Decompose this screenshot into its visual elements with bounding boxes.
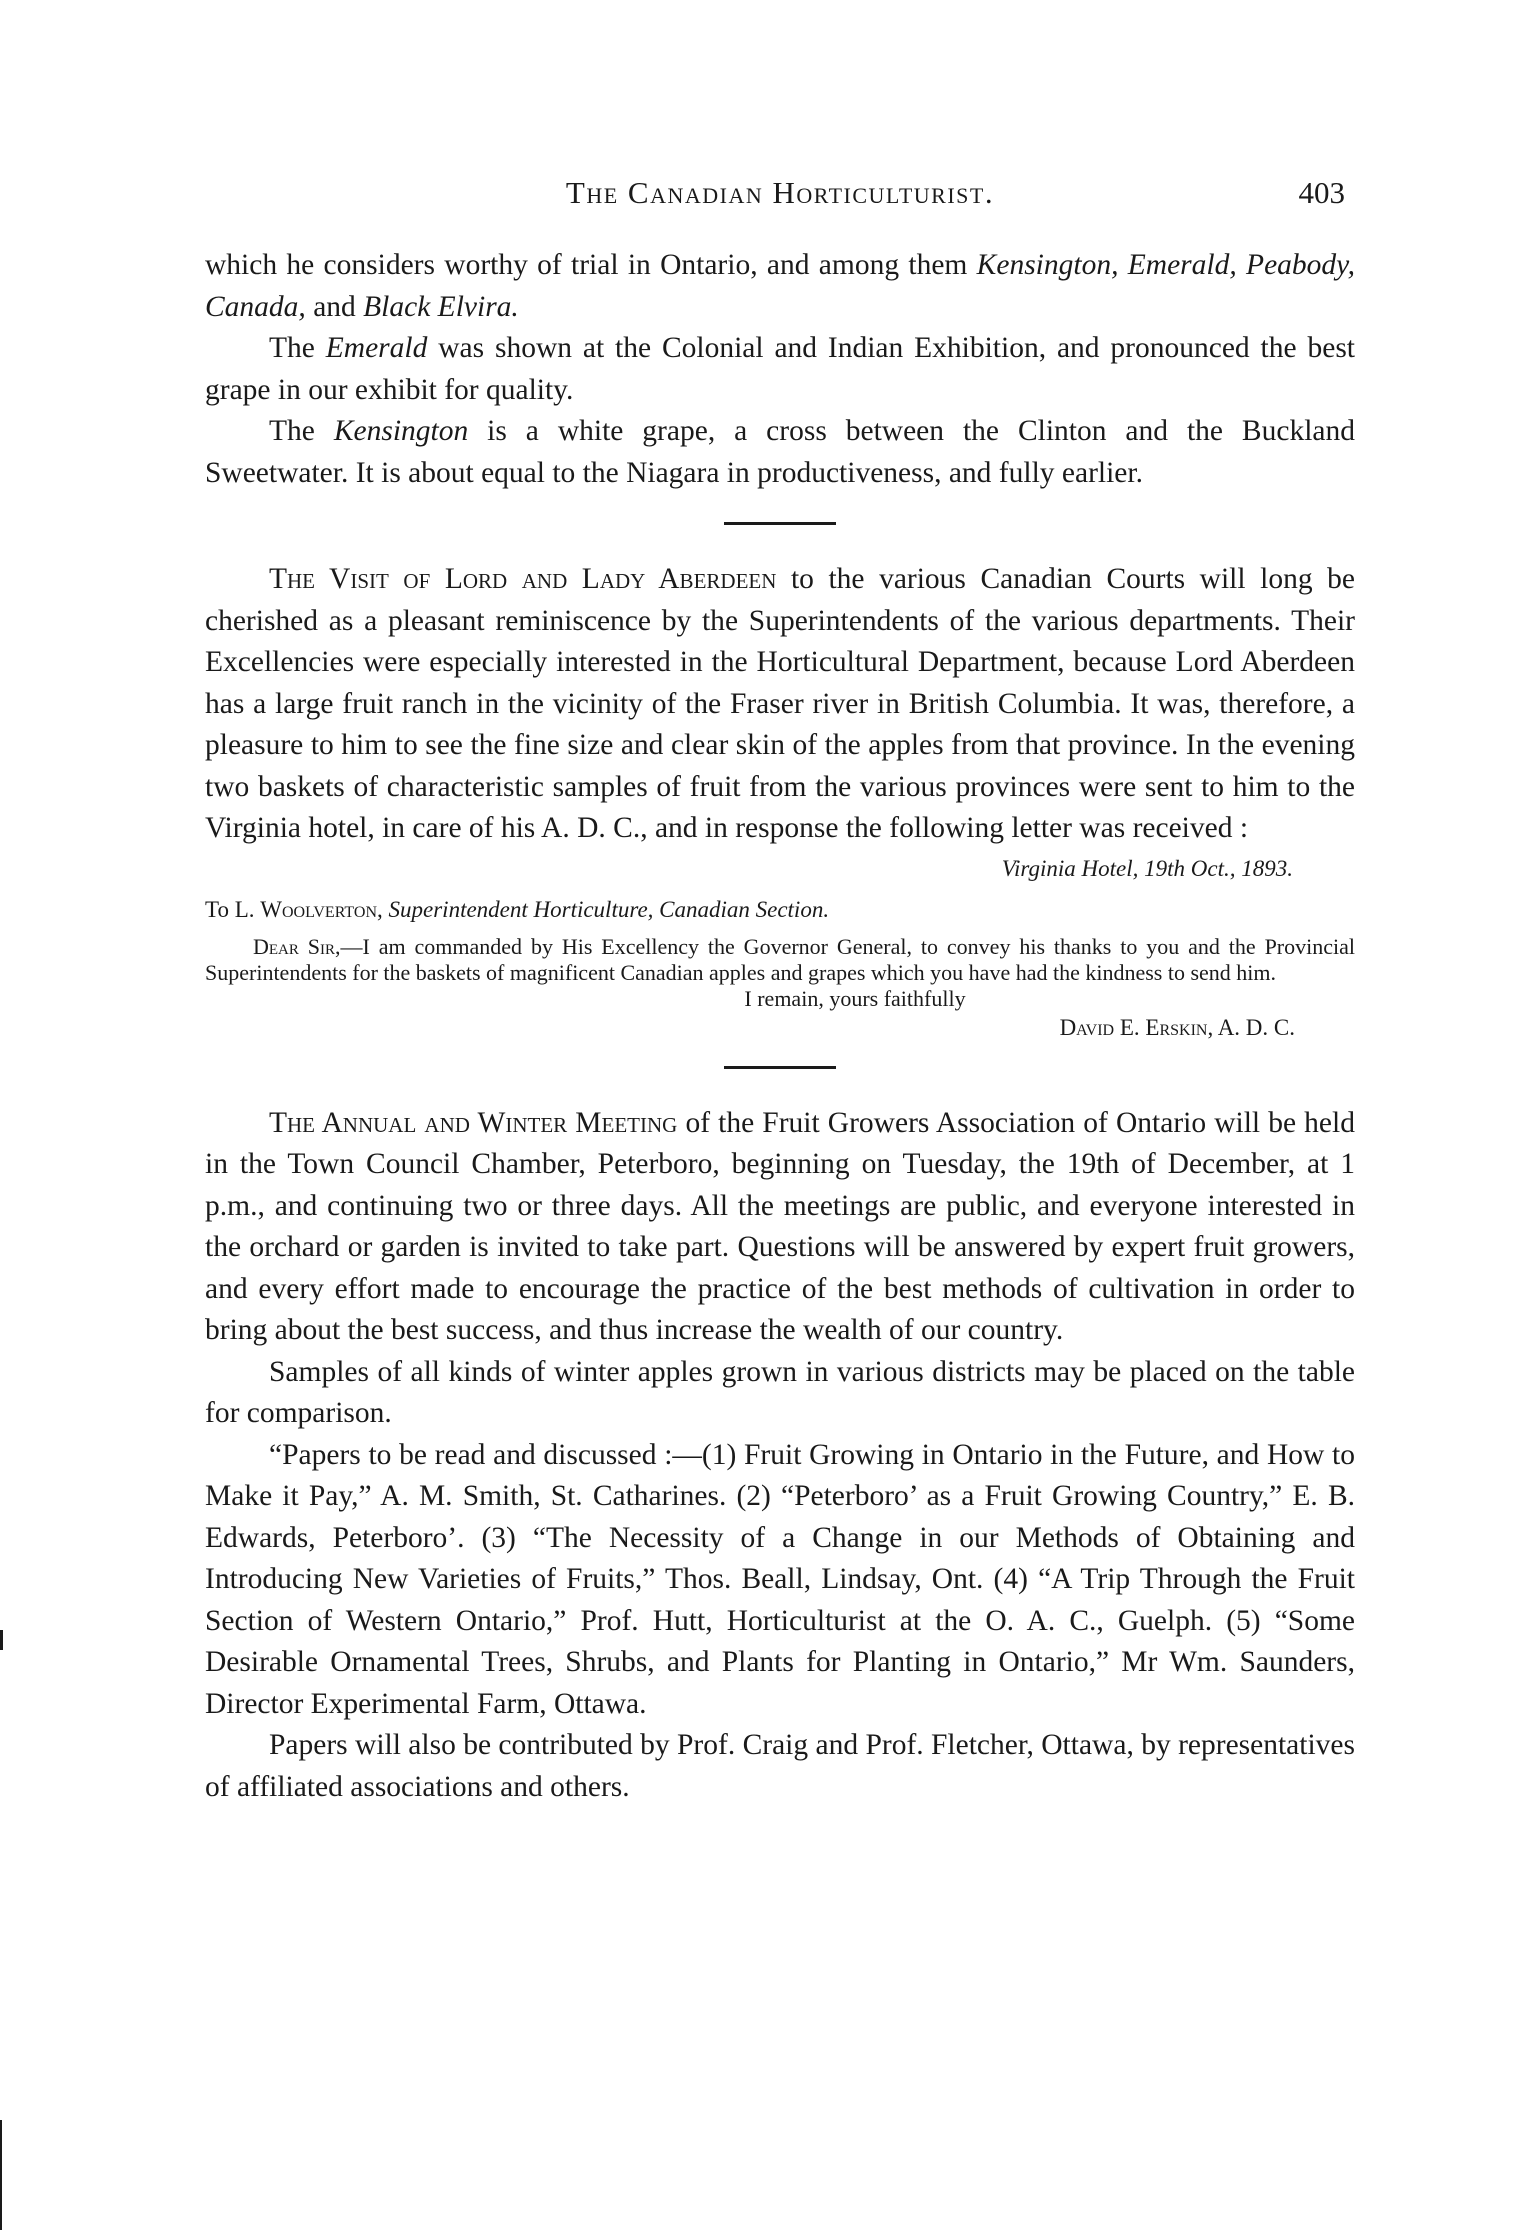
letter-salutation: Dear Sir,: [253, 933, 341, 959]
letter-closing: I remain, yours faithfully: [744, 985, 966, 1011]
emerald-paragraph: The Emerald was shown at the Colonial and Indian Exhibition, and pronounced the best grape in our exhibit for quality.: [205, 332, 1355, 406]
page-number: 403: [1298, 175, 1345, 210]
grape-paragraph-continued: which he considers worthy of trial in Ontario, and among them Kensington, Emerald, Peabody, Canada, and Black Elvira.: [205, 249, 1356, 323]
aberdeen-paragraph: The Visit of Lord and Lady Aberdeen to the various Canadian Courts will long be cherished as a pleasant reminiscence by the Superintendents of the various departments. Their Excellencies were especially interested in the Horticultural Department, because Lord Aberdeen has a large fruit ranch in the vicinity of the Fraser river in British Columbia. It was, therefore, a pleasure to him to see the fine size and clear skin of the apples from that province. In the evening two baskets of characteristic samples of fruit from the various provinces were sent to him to the Virginia hotel, in care of his A. D. C., and in response the following letter was received :: [205, 563, 1355, 844]
page-header: [205, 175, 1355, 219]
letter-body: Dear Sir,—I am commanded by His Excellency the Governor General, to convey his thanks to you and the Provincial Superintendents for the baskets of magnificent Canadian apples and grapes which you have had the kindness to send him.: [205, 933, 1356, 985]
meeting-paragraph: The Annual and Winter Meeting of the Fruit Growers Association of Ontario will be held in the Town Council Chamber, Peterboro, beginning on Tuesday, the 19th of December, at 1 p.m., and continuing two or three days. All the meetings are public, and everyone interested in the orchard or garden is invited to take part. Questions will be answered by expert fruit growers, and every effort made to encourage the practice of the best methods of cultivation in order to bring about the best success, and thus increase the wealth of our country.: [205, 1106, 1355, 1346]
scan-edge-mark: [0, 2120, 2, 2230]
letter-date: Virginia Hotel, 19th Oct., 1893.: [1001, 855, 1293, 881]
section-divider: [724, 522, 836, 525]
kensington-paragraph: The Kensington is a white grape, a cross between the Clinton and the Buckland Sweetwater. It is about equal to the Niagara in productiveness, and fully earlier.: [205, 415, 1355, 489]
letter-addressee: To L. Woolverton, Superintendent Horticulture, Canadian Section.: [205, 896, 830, 922]
papers-paragraph: “Papers to be read and discussed :—(1) Fruit Growing in Ontario in the Future, and How to Make it Pay,” A. M. Smith, St. Catharines. (2) “Peterboro’ as a Fruit Growing Country,” E. B. Edwards, Peterboro’. (3) “The Necessity of a Change in our Methods of Obtaining and Introducing New Varieties of Fruits,” Thos. Beall, Lindsay, Ont. (4) “A Trip Through the Fruit Section of Western Ontario,” Prof. Hutt, Horticulturist at the O. A. C., Guelph. (5) “Some Desirable Ornamental Trees, Shrubs, and Plants for Planting in Ontario,” Mr Wm. Saunders, Director Experimental Farm, Ottawa.: [205, 1438, 1355, 1720]
letter-signature: David E. Erskin, A. D. C.: [1059, 1014, 1295, 1040]
section-lead: The Annual and Winter Meeting: [269, 1106, 678, 1139]
scan-edge-mark: [0, 1630, 3, 1650]
running-head: The Canadian Horticulturist.: [565, 175, 995, 210]
contributors-paragraph: Papers will also be contributed by Prof. Craig and Prof. Fletcher, Ottawa, by representatives of affiliated associations and others.: [205, 1729, 1355, 1803]
section-lead: The Visit of Lord and Lady Aberdeen: [269, 563, 777, 595]
section-divider: [724, 1066, 836, 1069]
page-body: [205, 245, 1355, 1808]
samples-paragraph: Samples of all kinds of winter apples grown in various districts may be placed on the table for comparison.: [205, 1355, 1355, 1429]
